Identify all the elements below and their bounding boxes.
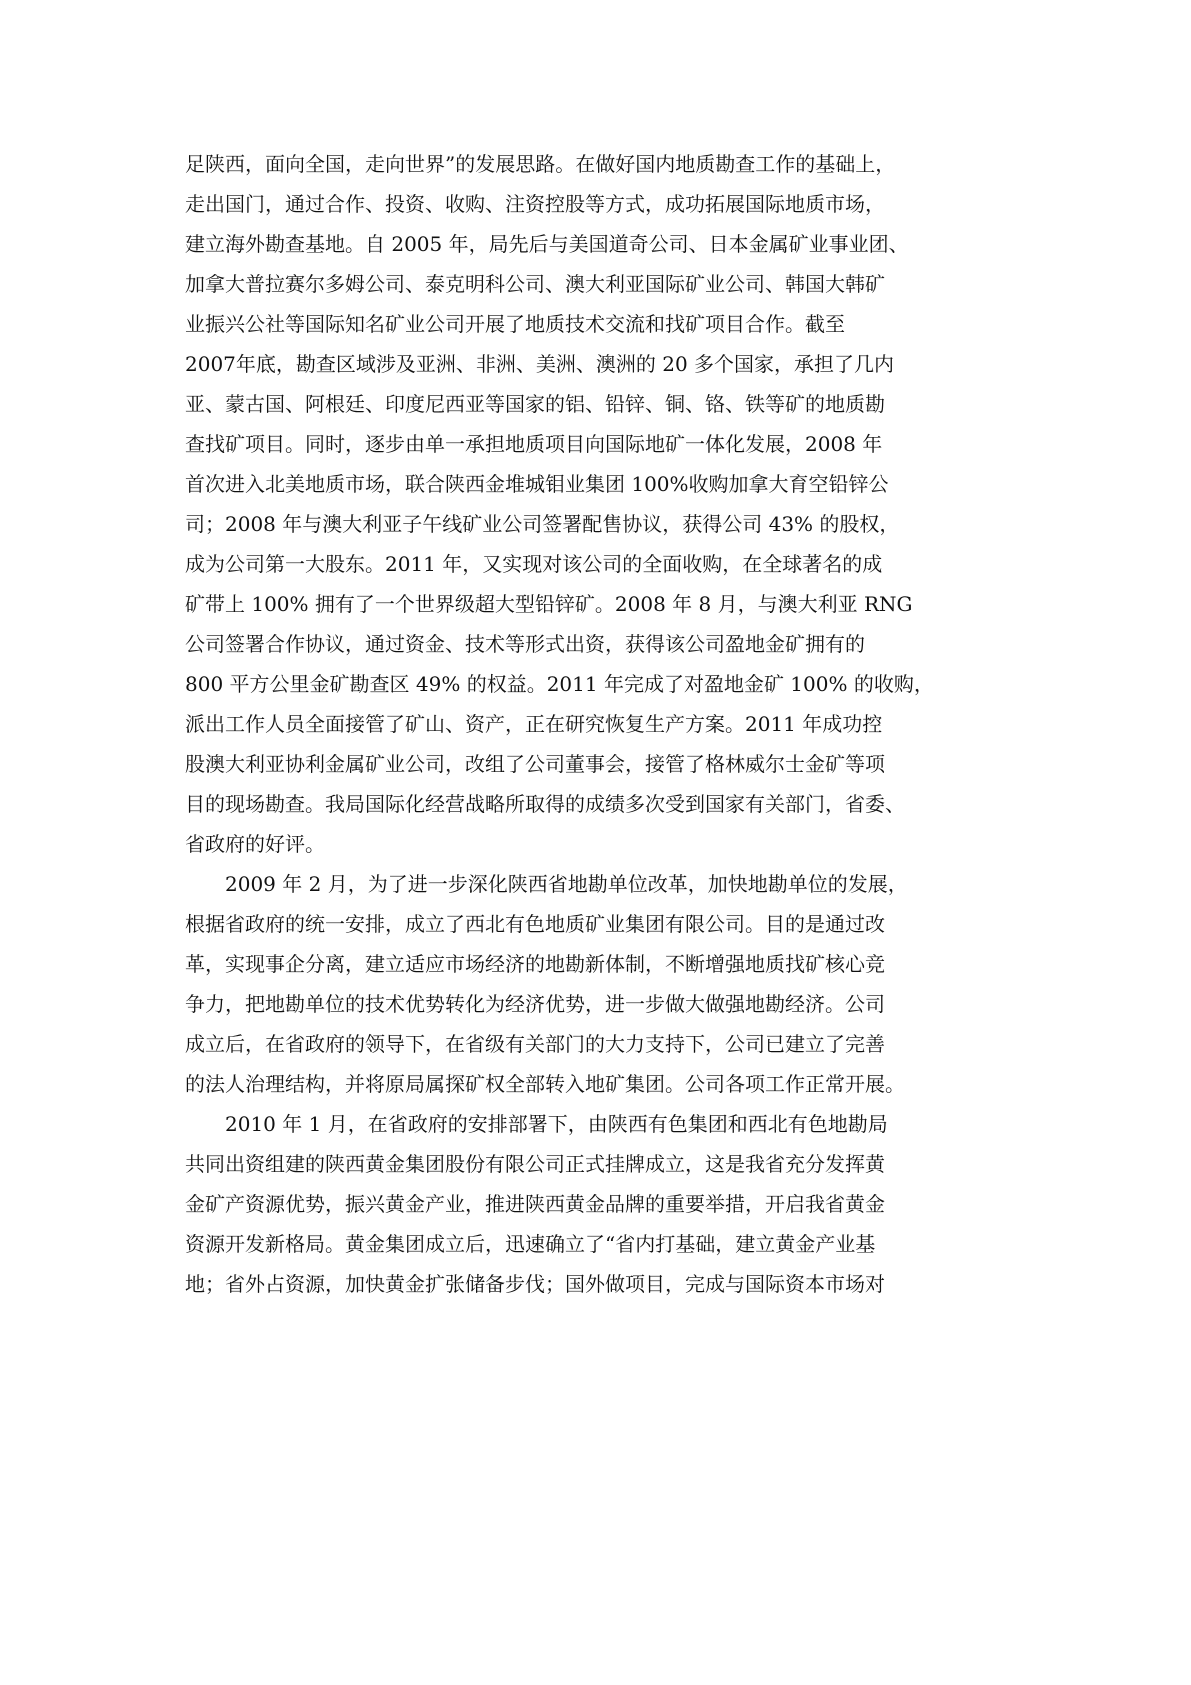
text-line: 2007年底，勘查区域涉及亚洲、非洲、美洲、澳洲的 20 多个国家，承担了几内	[185, 352, 895, 376]
text-line: 革，实现事企分离，建立适应市场经济的地勘新体制，不断增强地质找矿核心竞	[185, 952, 885, 976]
text-line: 派出工作人员全面接管了矿山、资产，正在研究恢复生产方案。2011 年成功控	[185, 712, 883, 736]
paragraph-3	[185, 1104, 1015, 1304]
text-line: 亚、蒙古国、阿根廷、印度尼西亚等国家的铝、铅锌、铜、铬、铁等矿的地质勘	[185, 392, 885, 416]
text-line: 地；省外占资源，加快黄金扩张储备步伐；国外做项目，完成与国际资本市场对	[185, 1272, 885, 1296]
text-line: 800 平方公里金矿勘查区 49% 的权益。2011 年完成了对盈地金矿 100% 的收购，	[185, 672, 934, 696]
text-line: 共同出资组建的陕西黄金集团股份有限公司正式挂牌成立，这是我省充分发挥黄	[185, 1152, 885, 1176]
text-line: 查找矿项目。同时，逐步由单一承担地质项目向国际地矿一体化发展，2008 年	[185, 432, 883, 456]
text-line: 业振兴公社等国际知名矿业公司开展了地质技术交流和找矿项目合作。截至	[185, 312, 845, 336]
text-line: 2009 年 2 月，为了进一步深化陕西省地勘单位改革，加快地勘单位的发展，	[225, 872, 908, 896]
paragraph-2	[185, 864, 1015, 1104]
text-line: 矿带上 100% 拥有了一个世界级超大型铅锌矿。2008 年 8 月，与澳大利亚 RNG	[185, 592, 913, 616]
text-line: 加拿大普拉赛尔多姆公司、泰克明科公司、澳大利亚国际矿业公司、韩国大韩矿	[185, 272, 885, 296]
text-line: 2010 年 1 月，在省政府的安排部署下，由陕西有色集团和西北有色地勘局	[225, 1112, 888, 1136]
text-line: 足陕西，面向全国，走向世界”的发展思路。在做好国内地质勘查工作的基础上，	[185, 152, 896, 176]
text-line: 走出国门，通过合作、投资、收购、注资控股等方式，成功拓展国际地质市场，	[185, 192, 885, 216]
text-line: 省政府的好评。	[185, 832, 325, 856]
document-body	[185, 144, 1015, 1304]
text-line: 司；2008 年与澳大利亚子午线矿业公司签署配售协议，获得公司 43% 的股权，	[185, 512, 900, 536]
text-line: 的法人治理结构，并将原局属探矿权全部转入地矿集团。公司各项工作正常开展。	[185, 1072, 905, 1096]
text-line: 成为公司第一大股东。2011 年，又实现对该公司的全面收购，在全球著名的成	[185, 552, 883, 576]
text-line: 公司签署合作协议，通过资金、技术等形式出资，获得该公司盈地金矿拥有的	[185, 632, 865, 656]
text-line: 资源开发新格局。黄金集团成立后，迅速确立了“省内打基础，建立黄金产业基	[185, 1232, 876, 1256]
text-line: 成立后，在省政府的领导下，在省级有关部门的大力支持下，公司已建立了完善	[185, 1032, 885, 1056]
text-line: 根据省政府的统一安排，成立了西北有色地质矿业集团有限公司。目的是通过改	[185, 912, 885, 936]
text-line: 金矿产资源优势，振兴黄金产业，推进陕西黄金品牌的重要举措，开启我省黄金	[185, 1192, 885, 1216]
text-line: 股澳大利亚协利金属矿业公司，改组了公司董事会，接管了格林威尔士金矿等项	[185, 752, 885, 776]
paragraph-1	[185, 144, 1015, 864]
text-line: 目的现场勘查。我局国际化经营战略所取得的成绩多次受到国家有关部门，省委、	[185, 792, 905, 816]
text-line: 争力，把地勘单位的技术优势转化为经济优势，进一步做大做强地勘经济。公司	[185, 992, 885, 1016]
text-line: 首次进入北美地质市场，联合陕西金堆城钼业集团 100%收购加拿大育空铅锌公	[185, 472, 889, 496]
text-line: 建立海外勘查基地。自 2005 年，局先后与美国道奇公司、日本金属矿业事业团、	[185, 232, 909, 256]
